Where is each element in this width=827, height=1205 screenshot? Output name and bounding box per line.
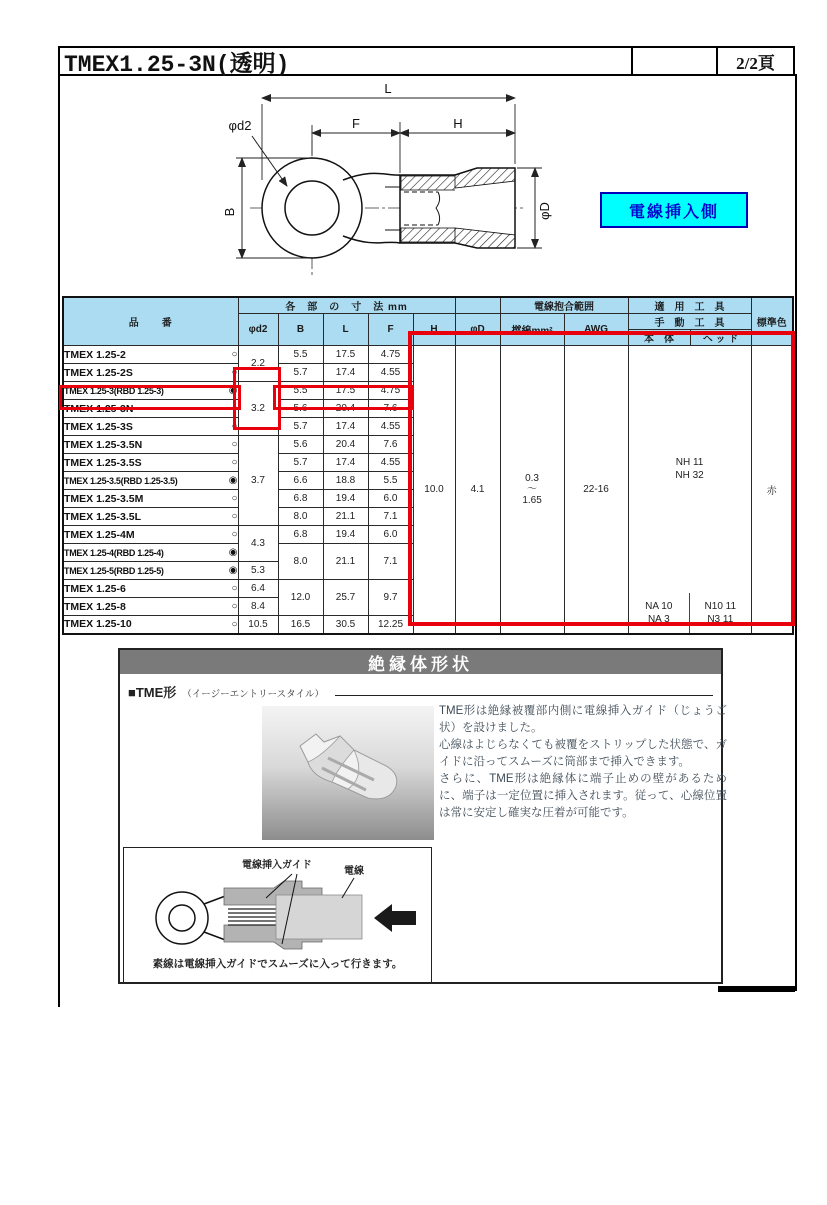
col-group-tool: 適 用 工 具 [628,297,751,314]
part-number: TMEX 1.25-2S [64,366,133,379]
page-border-left [58,74,60,1007]
heading-rule [335,695,713,696]
cell-d2: 8.4 [238,598,278,616]
col-header-part-no: 品 番 [63,297,238,346]
cell-F: 4.75 [368,346,413,364]
part-number: TMEX 1.25-3.5(RBD 1.25-3.5) [64,475,178,486]
cell-B: 16.5 [278,616,323,634]
cell-B: 5.5 [278,346,323,364]
cell-color-merged: 赤 [751,346,793,634]
col-header-H: H [413,314,455,346]
cell-F: 4.55 [368,454,413,472]
part-number: TMEX 1.25-3N [64,402,134,415]
dim-label-D: φD [537,202,552,220]
title-bar [58,46,795,76]
cell-L: 17.5 [323,382,368,400]
cell-d2: 6.4 [238,580,278,598]
tme-type-heading [128,682,324,701]
cell-B: 5.7 [278,454,323,472]
tool-nh-block [629,346,751,593]
cell-B: 5.5 [278,382,323,400]
part-number: TMEX 1.25-8 [64,600,126,613]
funnel-photo-shape [262,706,434,840]
cell-F: 7.6 [368,436,413,454]
terminal-drawing-svg [180,80,630,295]
cell-H-merged: 10.0 [413,346,455,634]
spec-table-wrap [62,296,796,635]
paragraph-3: さらに、TME形は絶縁体に端子止めの壁があるために、端子は一定位置に挿入されます。従って、心線位置は常に安定し確実な圧着が可能です。 [439,773,727,819]
cell-B: 5.7 [278,364,323,382]
row-mark-icon: ○ [231,583,238,594]
part-number: TMEX 1.25-6 [64,582,126,595]
row-mark-icon: ◉ [228,547,238,558]
row-mark-icon: ○ [231,601,238,612]
cell-F: 6.0 [368,490,413,508]
cell-strand-merged [500,346,564,634]
row-mark-icon: ◉ [228,385,238,396]
cell-awg-merged: 22-16 [564,346,628,634]
row-mark-icon: ○ [231,421,238,432]
row-mark-icon: ◉ [228,565,238,576]
cell-d2: 2.2 [238,346,278,382]
label-wire: 電線 [344,866,364,877]
cell-L: 17.5 [323,346,368,364]
cell-D-merged: 4.1 [455,346,500,634]
page-title: TMEX1.25-3N(透明) [64,51,290,78]
cell-L: 19.4 [323,526,368,544]
cell-F: 6.0 [368,526,413,544]
cell-L: 17.4 [323,364,368,382]
cell-L: 17.4 [323,418,368,436]
cell-B: 6.8 [278,490,323,508]
col-header-L: L [323,314,368,346]
terminal-dimension-drawing [180,80,630,300]
strand-max: 1.65 [522,494,542,506]
part-number: TMEX 1.25-3.5S [64,456,142,469]
part-number: TMEX 1.25-3.5M [64,492,144,505]
cell-F: 4.55 [368,364,413,382]
cell-F: 4.75 [368,382,413,400]
part-number: TMEX 1.25-3(RBD 1.25-3) [64,385,164,396]
row-mark-icon: ○ [231,403,238,414]
cell-L: 20.4 [323,400,368,418]
col-header-H-spacer [455,297,500,314]
cell-F: 9.7 [368,580,413,616]
strand-tilde: 〜 [527,483,538,495]
dim-label-d2: φd2 [228,118,252,133]
cell-F: 4.55 [368,418,413,436]
cell-d2: 3.2 [238,382,278,436]
cell-B: 5.7 [278,418,323,436]
cell-B: 6.6 [278,472,323,490]
part-number: TMEX 1.25-10 [64,618,132,631]
cell-F: 7.1 [368,544,413,580]
row-mark-icon: ○ [231,439,238,450]
cell-B: 8.0 [278,508,323,526]
col-header-F: F [368,314,413,346]
part-number: TMEX 1.25-2 [64,348,126,361]
row-mark-icon: ○ [231,529,238,540]
tme-type-note: （イージーエントリースタイル） [182,689,324,700]
table-row [63,346,793,364]
col-group-wire-range: 電線抱合範囲 [500,297,628,314]
dim-label-F: F [352,116,360,131]
cell-tools-merged [628,346,751,634]
row-mark-icon: ○ [231,618,238,630]
page-number: 2/2頁 [716,48,793,74]
col-header-awg: AWG [564,314,628,346]
cell-F: 5.5 [368,472,413,490]
part-number: TMEX 1.25-3S [64,420,133,433]
product-photo [262,706,434,840]
part-number: TMEX 1.25-4(RBD 1.25-4) [64,547,164,558]
part-number: TMEX 1.25-3.5N [64,438,143,451]
insulator-shape-section [118,648,727,984]
cell-L: 17.4 [323,454,368,472]
tool-na-body-line2: NA 3 [647,613,670,625]
cell-B: 6.8 [278,526,323,544]
cell-F: 12.25 [368,616,413,634]
cell-d2: 10.5 [238,616,278,634]
cell-L: 18.8 [323,472,368,490]
cell-L: 25.7 [323,580,368,616]
col-group-manual-tool: 手 動 工 具 [628,314,751,330]
paragraph-1: TME形は絶縁被覆部内側に電線挿入ガイド（じょうご状）を設けました。 [439,705,727,734]
tool-nh-line2: NH 32 [675,470,704,482]
bottom-right-rule [718,986,795,992]
title-bar-empty-cell [631,48,716,74]
spec-table [62,296,794,635]
tool-na-head-line2: N3 11 [707,613,734,625]
dim-label-H: H [453,116,463,131]
cell-B: 8.0 [278,544,323,580]
row-mark-icon: ○ [231,511,238,522]
cell-B: 5.6 [278,436,323,454]
cell-B: 12.0 [278,580,323,616]
col-header-d2: φd2 [238,314,278,346]
part-number: TMEX 1.25-3.5L [64,510,142,523]
tme-type-label: ■TME形 [128,685,177,700]
col-header-strand: 撚線mm² [500,314,564,346]
row-mark-icon: ○ [231,457,238,468]
label-wire-insertion-guide: 電線挿入ガイド [242,860,312,871]
cell-L: 30.5 [323,616,368,634]
description-text [439,703,727,822]
part-number: TMEX 1.25-5(RBD 1.25-5) [64,565,164,576]
cell-L: 21.1 [323,508,368,526]
tool-na-body-line1: NA 10 [645,600,673,612]
row-mark-icon: ○ [231,367,238,378]
col-group-dimensions: 各 部 の 寸 法 mm [238,297,455,314]
section-title-bar: 絶縁体形状 [120,650,721,674]
col-header-std-color: 標準色 [751,297,793,346]
col-header-D: φD [455,314,500,346]
cell-F: 7.6 [368,400,413,418]
row-mark-icon: ◉ [228,475,238,486]
strand-min: 0.3 [525,472,539,484]
cell-L: 19.4 [323,490,368,508]
wire-insertion-side-label: 電線挿入側 [600,192,748,228]
part-number: TMEX 1.25-4M [64,528,135,541]
tool-nh-line1: NH 11 [675,457,704,469]
guide-diagram-box [123,847,432,984]
tool-na-head [690,593,751,633]
paragraph-2: 心線はよじらなくても被覆をストリップした状態で、ガイドに沿ってスムーズに筒部まで挿入できます。 [439,739,727,768]
tool-na-body [629,593,691,633]
dim-label-L: L [384,81,392,96]
col-header-B: B [278,314,323,346]
cell-B: 5.6 [278,400,323,418]
guide-diagram-caption: 素線は電線挿入ガイドでスムーズに入って行きます。 [152,958,403,970]
tool-na-block [629,593,751,633]
tool-na-head-line1: N10 11 [704,600,737,612]
col-header-tool-body: 本 体 [628,330,690,346]
cell-L: 20.4 [323,436,368,454]
cell-L: 21.1 [323,544,368,580]
cell-d2: 5.3 [238,562,278,580]
row-mark-icon: ○ [231,349,238,360]
row-mark-icon: ○ [231,493,238,504]
cell-d2: 3.7 [238,436,278,526]
cell-d2: 4.3 [238,526,278,562]
col-header-tool-head: ヘ ッ ド [690,330,751,346]
cell-F: 7.1 [368,508,413,526]
dim-label-B: B [222,207,237,217]
